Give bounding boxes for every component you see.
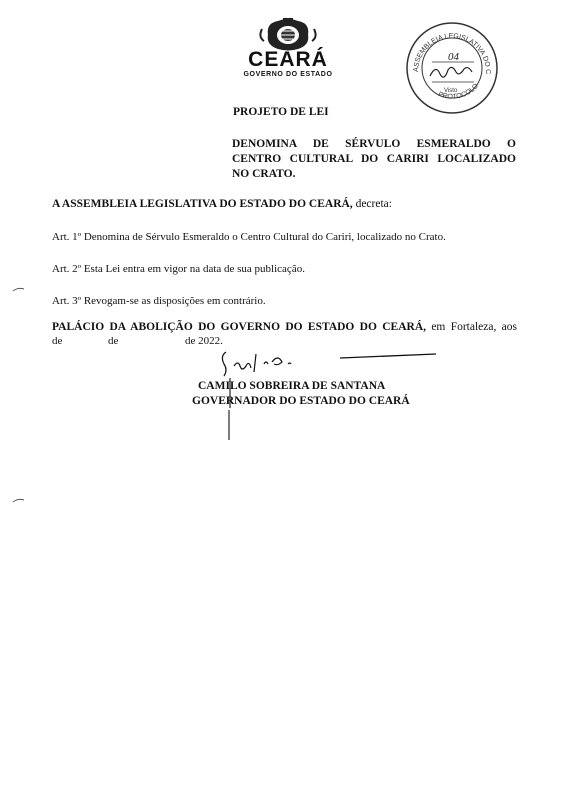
stamp-ring-top: ASSEMBLEIA LEGISLATIVA DO C <box>412 32 492 75</box>
ementa <box>232 137 516 182</box>
date-year: de 2022. <box>185 335 223 347</box>
article-1: Art. 1º Denomina de Sérvulo Esmeraldo o Centro Cultural do Cariri, localizado no Crato. <box>52 231 446 243</box>
scan-mark <box>12 497 26 505</box>
stamp-visto: Visto <box>444 88 458 94</box>
state-name: CEARÁ <box>248 48 328 71</box>
closing-bold: PALÁCIO DA ABOLIÇÃO DO GOVERNO DO ESTADO DO CEARÁ, <box>52 321 427 333</box>
date-de-2: de <box>108 335 119 347</box>
ementa-line-3: NO CRATO. <box>232 168 296 180</box>
ementa-line-1: DENOMINA DE SÉRVULO ESMERALDO O <box>232 138 516 150</box>
svg-text:ASSEMBLEIA LEGISLATIVA DO CEAR <box>404 20 491 74</box>
stamp-number: 04 <box>448 51 459 63</box>
assembleia-protocol-stamp-icon <box>404 20 500 116</box>
article-3: Art. 3º Revogam-se as disposições em contrário. <box>52 295 266 307</box>
document-title: PROJETO DE LEI <box>233 106 329 118</box>
enacting-clause-rest: decreta: <box>352 198 392 210</box>
enacting-clause <box>52 197 392 211</box>
closing-clause <box>52 319 517 335</box>
protocol-stamp <box>404 20 500 116</box>
ementa-line-2: CENTRO CULTURAL DO CARIRI LOCALIZADO <box>232 153 516 165</box>
scan-mark <box>12 286 26 294</box>
closing-rest: em Fortaleza, aos <box>426 321 517 333</box>
date-de-1: de <box>52 335 63 347</box>
article-2: Art. 2º Esta Lei entra em vigor na data de sua publicação. <box>52 263 305 275</box>
signer-title: GOVERNADOR DO ESTADO DO CEARÁ <box>192 395 410 407</box>
stamp-ring-bottom: PROTOCOLO <box>437 82 481 101</box>
ceara-state-crest-icon <box>226 18 350 52</box>
signer-name: CAMILO SOBREIRA DE SANTANA <box>198 380 386 392</box>
closing-line-1 <box>52 319 517 335</box>
enacting-clause-bold: A ASSEMBLEIA LEGISLATIVA DO ESTADO DO CEARÁ, <box>52 198 353 210</box>
signer-block <box>192 379 410 409</box>
state-subtitle: GOVERNO DO ESTADO <box>243 71 333 78</box>
